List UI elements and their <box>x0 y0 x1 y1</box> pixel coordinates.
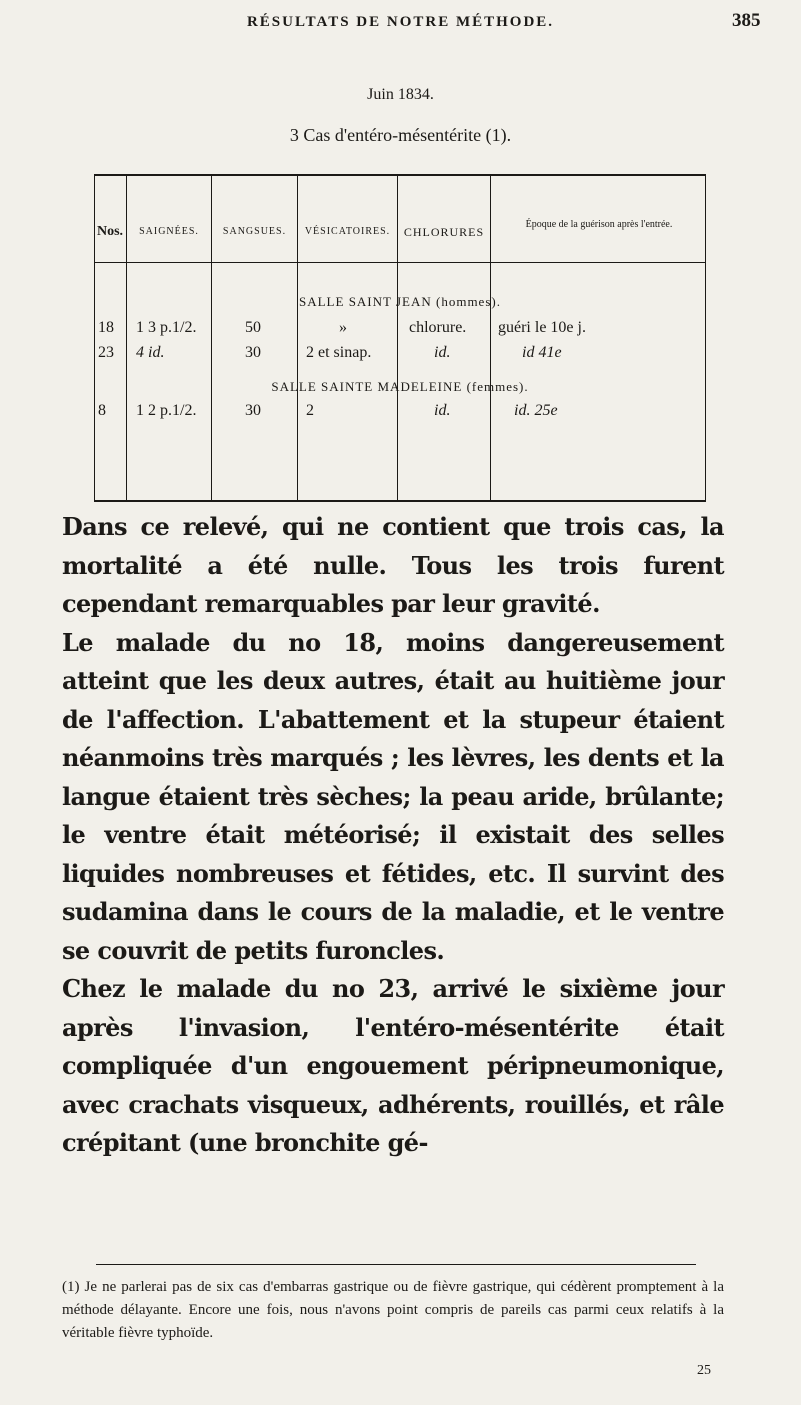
header-saignees: SAIGNÉES. <box>139 226 199 237</box>
table-cell: 23 <box>98 344 114 361</box>
table-cell: id. 25e <box>514 402 558 419</box>
running-head: RÉSULTATS DE NOTRE MÉTHODE. <box>246 14 555 30</box>
table-cell: 4 id. <box>136 344 165 361</box>
section-title: SALLE SAINTE MADELEINE (femmes). <box>271 379 529 394</box>
table-cell: 30 <box>245 344 261 361</box>
date-line: Juin 1834. <box>367 86 434 103</box>
paragraph: Le malade du no 18, moins dangereusement atteint que les deux autres, était au huitième jour de l'affection. L'abattement et la stupeur étaient néanmoins très marqués ; les lèvres, les dents et la langue étaient très sèches; la peau aride, brûlante; le ventre était météorisé; il existait des selles liquides nombreuses et fétides, etc. Il survint des sudamina dans le cours de la maladie, et le ventre se couvrit de petits furoncles. <box>62 627 724 965</box>
signature-mark: 25 <box>697 1363 711 1378</box>
page-number: 385 <box>732 10 761 31</box>
paragraph: Dans ce relevé, qui ne contient que trois cas, la mortalité a été nulle. Tous les trois furent cependant remarquables par leur gravité. <box>62 512 724 618</box>
table-cell: 1 2 p.1/2. <box>136 402 197 419</box>
header-chlorures: CHLORURES <box>403 225 485 239</box>
table-cell: id. <box>434 344 451 361</box>
table-cell: 1 3 p.1/2. <box>136 319 197 336</box>
footnote-divider <box>96 1264 696 1265</box>
table-cell: id. <box>434 402 451 419</box>
footnote <box>62 1276 724 1345</box>
table-cell: 50 <box>245 319 261 336</box>
header-vesicatoires: VÉSICATOIRES. <box>304 226 391 237</box>
footnote-text: Je ne parlerai pas de six cas d'embarras gastrique ou de fièvre gastrique, qui cédèrent promptement à la méthode délayante. Encore une fois, nous n'avons point compris de pareils cas parmi ceux relatifs à la véritable fièvre typhoïde. <box>62 1279 724 1341</box>
table-cell: 18 <box>98 319 114 336</box>
table-cell: 8 <box>98 402 106 419</box>
table-cell: 2 <box>306 402 314 419</box>
header-numbers: Nos. <box>96 224 124 239</box>
paragraph: Chez le malade du no 23, arrivé le sixième jour après l'invasion, l'entéro-mésentérite était compliquée d'un engouement péripneumonique, avec crachats visqueux, adhérents, rouillés, et râle crépitant (une bronchite gé- <box>62 974 724 1157</box>
body-text <box>62 508 724 1163</box>
table-cell: guéri le 10e j. <box>498 319 586 336</box>
table-cell: id 41e <box>522 344 562 361</box>
table-caption: 3 Cas d'entéro-mésentérite (1). <box>289 125 512 145</box>
table-cell: chlorure. <box>409 319 467 336</box>
section-title: SALLE SAINT JEAN (hommes). <box>299 294 501 309</box>
header-epoque: Époque de la guérison après l'entrée. <box>525 219 673 230</box>
results-table <box>94 174 706 500</box>
table-cell: 30 <box>245 402 261 419</box>
table-cell: » <box>339 319 347 336</box>
table-cell: 2 et sinap. <box>306 344 372 361</box>
footnote-marker: (1) <box>62 1279 80 1295</box>
header-sangsues: SANGSUES. <box>222 226 287 237</box>
